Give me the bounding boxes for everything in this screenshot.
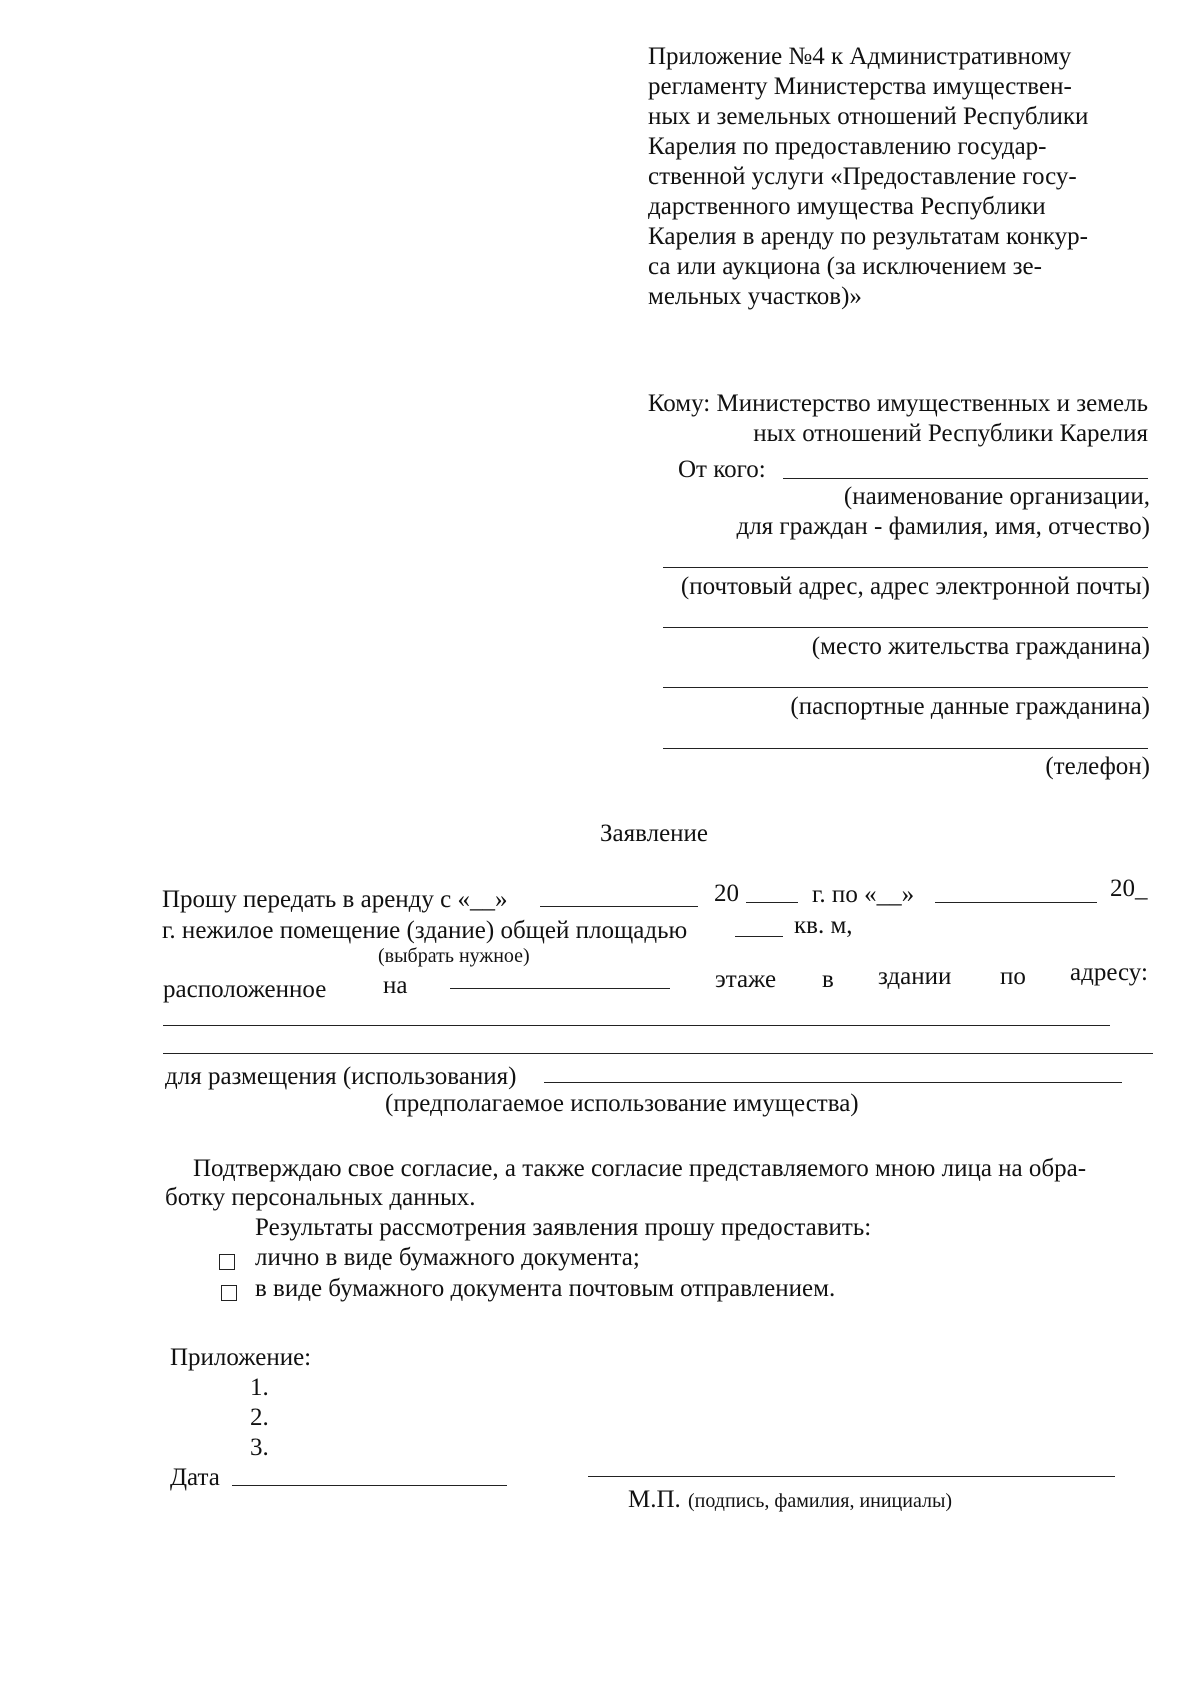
addressee-to-line-2: ных отношений Республики Карелия	[753, 420, 1148, 447]
address-line-1-field[interactable]	[163, 1025, 1110, 1026]
address-field[interactable]	[663, 567, 1148, 568]
floor-field[interactable]	[450, 988, 670, 989]
hint-residence: (место жительства гражданина)	[811, 633, 1150, 660]
option-by-mail-checkbox[interactable]	[221, 1285, 237, 1301]
appendix-line: Карелия по предоставлению государ-	[648, 133, 1047, 160]
appendix-line: са или аукциона (за исключением зе-	[648, 253, 1042, 280]
residence-field[interactable]	[663, 627, 1148, 628]
purpose-label: для размещения (использования)	[165, 1063, 517, 1090]
option-in-person-checkbox[interactable]	[219, 1254, 235, 1270]
attachment-item: 1.	[250, 1374, 269, 1401]
hint-passport: (паспортные данные гражданина)	[790, 693, 1150, 720]
signature-hint: (подпись, фамилия, инициалы)	[688, 1490, 953, 1512]
document-title: Заявление	[600, 820, 709, 847]
purpose-field[interactable]	[544, 1082, 1122, 1083]
area-field[interactable]	[735, 936, 783, 937]
on-word: на	[383, 972, 408, 999]
appendix-line: Приложение №4 к Административному	[648, 43, 1072, 70]
hint-org-1: (наименование организации,	[843, 483, 1150, 510]
option-in-person-label: лично в виде бумажного документа;	[255, 1244, 640, 1271]
select-hint: (выбрать нужное)	[378, 945, 530, 967]
request-line2: г. нежилое помещение (здание) общей площадью	[162, 917, 688, 944]
from-field[interactable]	[783, 478, 1148, 479]
in-word: в	[822, 966, 834, 993]
request-line1-start: Прошу передать в аренду с «__»	[162, 886, 508, 913]
consent-line-1: Подтверждаю свое согласие, а также согласие представляемого мною лица на обра-	[193, 1155, 1087, 1182]
appendix-line: дарственного имущества Республики	[648, 193, 1046, 220]
signature-field[interactable]	[588, 1476, 1115, 1477]
date-label: Дата	[170, 1464, 220, 1491]
addressee-to-line-1: Кому: Министерство имущественных и земель	[647, 390, 1148, 417]
from-label: От кого:	[678, 456, 766, 483]
address-line-2-field[interactable]	[163, 1053, 1153, 1054]
appendix-line: ственной услуги «Предоставление госу-	[648, 163, 1077, 190]
appendix-line: мельных участков)»	[648, 283, 862, 310]
option-by-mail-label: в виде бумажного документа почтовым отправлением.	[255, 1275, 836, 1302]
appendix-line: Карелия в аренду по результатам конкур-	[648, 223, 1088, 250]
hint-org-2: для граждан - фамилия, имя, отчество)	[736, 513, 1150, 540]
attachments-label: Приложение:	[170, 1344, 312, 1371]
located-word: расположенное	[163, 976, 327, 1003]
attachment-item: 2.	[250, 1404, 269, 1431]
start-month-field[interactable]	[540, 906, 698, 907]
appendix-line: ных и земельных отношений Республики	[648, 103, 1089, 130]
stamp-label: М.П.	[628, 1486, 681, 1513]
results-label: Результаты рассмотрения заявления прошу предоставить:	[255, 1214, 872, 1241]
building-word: здании	[878, 963, 952, 990]
start-year-field[interactable]	[746, 902, 798, 903]
address-word: адресу:	[1070, 959, 1148, 986]
request-line1-to: г. по «__»	[812, 881, 915, 908]
appendix-line: регламенту Министерства имуществен-	[648, 73, 1072, 100]
attachment-item: 3.	[250, 1434, 269, 1461]
floor-word: этаже	[715, 966, 777, 993]
purpose-hint: (предполагаемое использование имущества)	[385, 1090, 859, 1117]
consent-line-2: ботку персональных данных.	[165, 1184, 476, 1211]
passport-field[interactable]	[663, 687, 1148, 688]
end-month-field[interactable]	[935, 902, 1097, 903]
request-line1-end-year: 20_	[1110, 875, 1148, 902]
by-word: по	[1000, 963, 1026, 990]
phone-field[interactable]	[663, 748, 1148, 749]
request-line1-year-prefix: 20	[714, 880, 739, 907]
area-unit: кв. м,	[794, 912, 853, 939]
hint-phone: (телефон)	[1045, 753, 1150, 780]
date-field[interactable]	[232, 1485, 507, 1486]
hint-address: (почтовый адрес, адрес электронной почты)	[680, 573, 1150, 600]
